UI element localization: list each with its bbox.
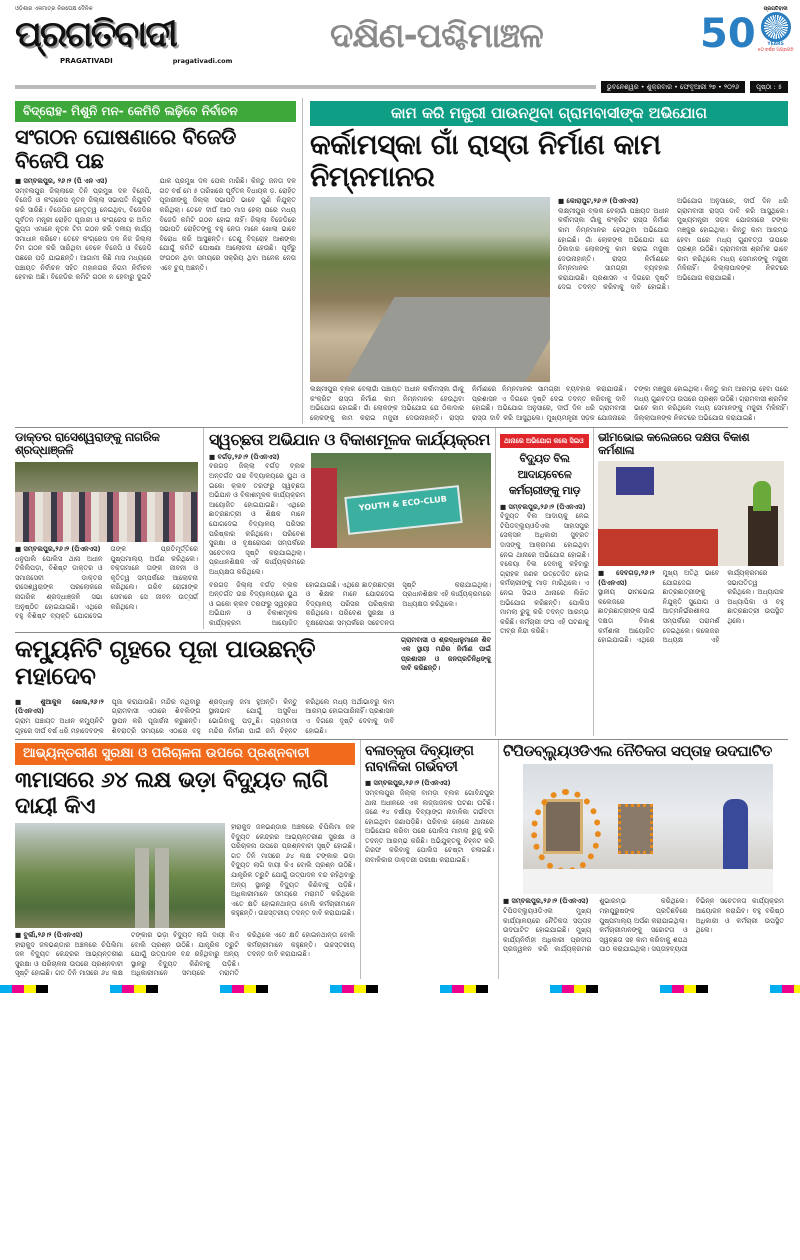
article-body [15, 177, 296, 283]
banner-text: YOUTH & ECO-CLUB [358, 494, 448, 513]
kicker: ବିଦ୍ରୋହ- ମିଶୁନି ମନ- କେମିତି ଲଢ଼ିବେ ନିର୍ବାଚନ [15, 101, 296, 122]
article-body-side [558, 197, 788, 382]
community-head [15, 633, 491, 695]
article-road [302, 98, 788, 424]
dateline: ■ ସମ୍ବଲପୁର,୨୬।୨ (ପିଏନଏସ) [500, 502, 586, 511]
speaker [753, 481, 771, 511]
body-text: ବରଗଡ଼ ଜିଲ୍ଲା ବର୍ଗଡ଼ ବ୍ଲକ ଅନ୍ତର୍ଗତ ଉଚ୍ଚ ବିଦ୍ୟାଳୟରେ ୟୁଥ ଓ ଇକୋ କ୍ଲବ ତରଫରୁ ସ୍ୱଚ୍ଛତା ଅଭିଯାନ ଓ ବିକାଶମୂଳକ କାର୍ଯ୍ୟକ୍ରମ ଆୟୋଜିତ ହୋଇଯାଇଛି। ଏଥିରେ ଛାତ୍ରଛାତ୍ରୀ ଓ ଶିକ୍ଷକ ମାନେ ଯୋଗଦେଇ ବିଦ୍ୟାଳୟ ପରିସର ପରିଷ୍କାର କରିଥିଲେ। ପରିବେଶ ସୁରକ୍ଷା ଓ ବୃକ୍ଷରୋପଣ ସମ୍ପର୍କରେ ସଚେତନତା ସୃଷ୍ଟି କରାଯାଇଥିଲା। ପ୍ରଧାନଶିକ୍ଷକ ଏହି କାର୍ଯ୍ୟକ୍ରମରେ ଅଧ୍ୟକ୍ଷତା କରିଥିଲେ। [209, 462, 305, 577]
article-body-lower [310, 385, 788, 423]
body-text: ବରଗଡ଼ ଜିଲ୍ଲା ବର୍ଗଡ଼ ବ୍ଲକ ଅନ୍ତର୍ଗତ ଉଚ୍ଚ ବିଦ୍ୟାଳୟରେ ୟୁଥ ଓ ଇକୋ କ୍ଲବ ତରଫରୁ ସ୍ୱଚ୍ଛତା ଅଭିଯାନ ଓ ବିକାଶମୂଳକ କାର୍ଯ୍ୟକ୍ରମ ଆୟୋଜିତ ହୋଇଯାଇଛି। ଏଥିରେ ଛାତ୍ରଛାତ୍ରୀ ଓ ଶିକ୍ଷକ ମାନେ ଯୋଗଦେଇ ବିଦ୍ୟାଳୟ ପରିସର ପରିଷ୍କାର କରିଥିଲେ। ପରିବେଶ ସୁରକ୍ଷା ଓ ବୃକ୍ଷରୋପଣ ସମ୍ପର୍କରେ ସଚେତନତା ସୃଷ୍ଟି କରାଯାଇଥିଲା। ପ୍ରଧାନଶିକ୍ଷକ ଏହି କାର୍ଯ୍ୟକ୍ରମରେ ଅଧ୍ୟକ୍ଷତା କରିଥିଲେ। [209, 580, 491, 627]
emblem-icon [761, 12, 791, 42]
headline: ଡାକ୍ତର ରାସେଶ୍ୱରାଙ୍କୁ ନାଗରିକ ଶ୍ରଦ୍ଧାଞ୍ଜଳି [15, 429, 160, 458]
road-media [310, 197, 788, 382]
students [311, 468, 337, 548]
podium [748, 506, 778, 566]
anniversary-logo [700, 6, 794, 62]
row-1 [15, 98, 788, 424]
ethics-week-photo [523, 764, 773, 894]
dateline: ■ ବୁର୍ଲା,୨୬।୨ (ପିଏନଏସ) [15, 930, 83, 939]
headline: ଭୀମଭୋଇ କଲେଜରେ ଦକ୍ଷତା ବିକାଶ କର୍ମଶାଳା [598, 429, 750, 457]
road-photo [310, 197, 550, 382]
stage-banner [616, 467, 654, 495]
body-text: ହୀରାକୁଦ ଜଳଭଣ୍ଡାର ଅଞ୍ଚଳରେ ଚିପିଲିମା ଜଳ ବିଦ୍ୟୁତ କେନ୍ଦ୍ରର ଆଭ୍ୟନ୍ତରୀଣ ସୁରକ୍ଷା ଓ ପରିଚାଳନା ଉପରେ ପ୍ରଶ୍ନବାଚୀ ସୃଷ୍ଟି ହୋଇଛି। ଗତ ତିନି ମାସରେ ୬୪ ଲକ୍ଷ ଟଙ୍କାର ଭଡ଼ା ବିଦ୍ୟୁତ ଲାଗି ଦାୟୀ କିଏ ବୋଲି ପ୍ରଶ୍ନ ଉଠିଛି। ଯାନ୍ତ୍ରିକ ତ୍ରୁଟି ଯୋଗୁଁ ଉତ୍ପାଦନ ବନ୍ଦ ରହିଥିବାରୁ ଅନ୍ୟ ସ୍ଥାନରୁ ବିଦ୍ୟୁତ କିଣିବାକୁ ପଡ଼ିଛି। ଅଧିକାରୀମାନେ ସମୟରେ ମରାମତି କରିଥିଲେ ଏତେ କ୍ଷତି ହୋଇନଥାନ୍ତା ବୋଲି କର୍ମଚାରୀମାନେ କହୁଛନ୍ତି। ଉଚ୍ଚସ୍ତରୀୟ ତଦନ୍ତ ଦାବି କରାଯାଇଛି। [231, 822, 355, 918]
headline-line-2: ନାବାଳିକା ଗର୍ଭବତୀ [365, 759, 458, 776]
masthead-rule [15, 85, 596, 89]
dateline: ■ ଦେବଗଡ଼,୨୬।୨ (ପିଏନଏସ) [598, 568, 655, 587]
website: pragativadi.com [172, 57, 233, 65]
headline: ଟିପିଡବ୍ଲ୍ୟୁଓଡିଏଲ ନୈତିକତା ସପ୍ତାହ ଉଦଘାଟିତ [503, 742, 772, 761]
article-body [209, 581, 491, 629]
body-text: ଟିପିଡବ୍ଲ୍ୟୁଓଡିଏଲ ମୁଖ୍ୟ କାର୍ଯ୍ୟାଳୟରେ ନୈତିକତା ସପ୍ତାହ ଉଦଘାଟିତ ହୋଇଯାଇଛି। ମୁଖ୍ୟ କାର୍ଯ୍ୟନିର୍ବାହୀ ଅଧିକାରୀ ପ୍ରଦୀପ ପ୍ରଜ୍ୱଳନ କରି କାର୍ଯ୍ୟକ୍ରମର ଶୁଭାରମ୍ଭ କରିଥିଲେ। ମହାପୁରୁଷଙ୍କ ପ୍ରତିଛବିରେ ପୁଷ୍ପମାଲ୍ୟ ଅର୍ପଣ କରାଯାଇଥିଲା। କର୍ମଚାରୀମାନଙ୍କୁ ସଚ୍ଚୋଟତା ଓ ସ୍ୱଚ୍ଛତା ସହ କାମ କରିବାକୁ ଶପଥ ପାଠ କରାଯାଇଥିଲା। ସପ୍ତାହବ୍ୟାପୀ ବିଭିନ୍ନ ସଚେତନତା କାର୍ଯ୍ୟକ୍ରମ ଆୟୋଜନ କରାଯିବ। ବହୁ ବରିଷ୍ଠ ଅଧିକାରୀ ଓ କର୍ମଚାରୀ ଉପସ୍ଥିତ ଥିଲେ। [503, 897, 784, 954]
lead-text: ଗ୍ରାମବାସୀ ଓ ଶ୍ରଦ୍ଧାଳୁମାନେ ଶିବ ଏକ ସ୍ଥାୟୀ ମନ୍ଦିର ନିର୍ମାଣ ପାଇଁ ପ୍ରଶାସନ ଓ ଜନପ୍ରତିନିଧିଙ୍କୁ ଦାବି କରିଛନ୍ତି। [401, 635, 491, 673]
crowd [15, 492, 198, 542]
article-body [503, 897, 784, 955]
headline: କମ୍ୟୁନିଟି ଗୃହରେ ପୂଜା ପାଉଛନ୍ତି ମହାଦେବ [15, 634, 316, 691]
newspaper-logo: ପ୍ରଗତିବାଦୀ [15, 14, 176, 55]
body-text: ଲକ୍ଷ୍ମୀପୁର ବ୍ଲକ ବେଲାଗାଁ ପଞ୍ଚାୟତ ଅଧୀନ କର୍କାମସ୍କା ଗାଁକୁ କଂକ୍ରିଟ ରାସ୍ତା ନିର୍ମାଣ କାମ ନିମ୍ନମାନର ହେଉଥିବା ଅଭିଯୋଗ ହୋଇଛି। ଗାଁ ଲୋକଙ୍କ ଅଭିଯୋଗ ଯେ ଠିକାଦାର ଲୋକଙ୍କୁ କାମ କରାଇ ମଜୁରୀ ଦେଉନାହାନ୍ତି। ରାସ୍ତା ନିର୍ମାଣରେ ନିମ୍ନମାନର ସାମଗ୍ରୀ ବ୍ୟବହାର କରାଯାଉଛି। ପ୍ରଶାସନ ଏ ଦିଗରେ ଦୃଷ୍ଟି ଦେଇ ତଦନ୍ତ କରିବାକୁ ଦାବି ହୋଇଛି। ଅଭିଯୋଗ ଅନୁସାରେ, ଦୀର୍ଘ ଦିନ ଧରି ଗ୍ରାମବାସୀ ରାସ୍ତା ଦାବି କରି ଆସୁଥିଲେ। ମୁଖ୍ୟମନ୍ତ୍ରୀ ସଡ଼କ ଯୋଜନାରେ ଟଙ୍କା ମଞ୍ଜୁର ହୋଇଥିଲା। କିନ୍ତୁ କାମ ଆରମ୍ଭ ହେବା ପରେ ମଧ୍ୟ ଗୁଣବତ୍ତା ଉପରେ ପ୍ରଶ୍ନ ଉଠିଛି। ଗ୍ରାମବାସୀ ଶ୍ରମିକ ଭାବେ କାମ କରିଥିଲେ ମଧ୍ୟ ସେମାନଙ୍କୁ ମଜୁରୀ ମିଳିନାହିଁ। ଜିଲ୍ଲାପାଳଙ୍କ ନିକଟରେ ଅଭିଯୋଗ କରାଯାଇଛି। [558, 197, 788, 292]
workshop-photo [598, 461, 784, 566]
article-bjd [15, 98, 302, 424]
article-doctor [15, 428, 203, 629]
dateline: ■ ସମ୍ବଲପୁର, ୨୬।୨ (ପି ଏନ ଏସ) [15, 177, 108, 186]
headline-line-1: ବଳାତ୍କୃତା ଦିବ୍ୟାଙ୍ଗ [365, 743, 474, 760]
kicker: ଥାନାରେ ଅଭିଯୋଗ କଲେ ସିଇଓ [500, 434, 589, 448]
swachhata-media [209, 453, 491, 578]
dam-photo [15, 823, 225, 928]
body-text: ହୀରାକୁଦ ଜଳଭଣ୍ଡାର ଅଞ୍ଚଳରେ ଚିପିଲିମା ଜଳ ବିଦ୍ୟୁତ କେନ୍ଦ୍ରର ଆଭ୍ୟନ୍ତରୀଣ ସୁରକ୍ଷା ଓ ପରିଚାଳନା ଉପରେ ପ୍ରଶ୍ନବାଚୀ ସୃଷ୍ଟି ହୋଇଛି। ଗତ ତିନି ମାସରେ ୬୪ ଲକ୍ଷ ଟଙ୍କାର ଭଡ଼ା ବିଦ୍ୟୁତ ଲାଗି ଦାୟୀ କିଏ ବୋଲି ପ୍ରଶ୍ନ ଉଠିଛି। ଯାନ୍ତ୍ରିକ ତ୍ରୁଟି ଯୋଗୁଁ ଉତ୍ପାଦନ ବନ୍ଦ ରହିଥିବାରୁ ଅନ୍ୟ ସ୍ଥାନରୁ ବିଦ୍ୟୁତ କିଣିବାକୁ ପଡ଼ିଛି। ଅଧିକାରୀମାନେ ସମୟରେ ମରାମତି କରିଥିଲେ ଏତେ କ୍ଷତି ହୋଇନଥାନ୍ତା ବୋଲି କର୍ମଚାରୀମାନେ କହୁଛନ୍ତି। ଉଚ୍ଚସ୍ତରୀୟ ତଦନ୍ତ ଦାବି କରାଯାଇଛି। [15, 930, 355, 978]
anniversary-side [756, 6, 794, 53]
kicker: ଆଭ୍ୟନ୍ତରୀଣ ସୁରକ୍ଷା ଓ ପରିଚାଳନା ଉପରେ ପ୍ରଶ୍ନବାଚୀ [15, 743, 355, 765]
logo-sub [15, 57, 315, 65]
article-community [15, 633, 491, 737]
kicker: କାମ କରି ମଜୁରୀ ପାଉନଥିବା ଗ୍ରାମବାସୀଙ୍କ ଅଭିଯୋଗ [310, 101, 788, 126]
dateline: ■ ଶୁଆକୁଳ ଖୋଲ,୨୬।୨ (ପିଏନଏସ) [15, 697, 104, 716]
article-minor [360, 740, 498, 979]
registration-marks [0, 985, 800, 993]
article-swachhata [203, 428, 491, 629]
date-bar: ଭୁବନେଶ୍ୱର • ଶୁକ୍ରବାର • ଫେବୃଆରୀ ୨୭ • ୨୦୨୬ [601, 81, 745, 93]
section-title: ଦକ୍ଷିଣ-ପଶ୍ଚିମାଞ୍ଚଳ [330, 16, 543, 56]
article-college [593, 428, 788, 737]
table [598, 529, 718, 566]
penstock [155, 848, 169, 928]
body-text: ସ୍ଥାନୀୟ ଭୀମଭୋଇ କଲେଜରେ ଛାତ୍ରଛାତ୍ରୀଙ୍କ ପାଇଁ ଦକ୍ଷତା ବିକାଶ କର୍ମଶାଳା ଆୟୋଜିତ ହୋଇଯାଇଛି। ଏଥିରେ ମୁଖ୍ୟ ଅତିଥି ଭାବେ ଯୋଗଦେଇ ଛାତ୍ରଛାତ୍ରୀଙ୍କୁ ନିଯୁକ୍ତି ସୁଯୋଗ ଓ ଆତ୍ମନିର୍ଭରଶୀଳତା ସମ୍ପର୍କରେ ପରାମର୍ଶ ଦେଇଥିଲେ। କଲେଜର ଅଧ୍ୟକ୍ଷ ଏହି କାର୍ଯ୍ୟକ୍ରମରେ ସଭାପତିତ୍ୱ କରିଥିଲେ। ଅଧ୍ୟାପକ ଅଧ୍ୟାପିକା ଓ ବହୁ ଛାତ୍ରଛାତ୍ରୀ ଉପସ୍ଥିତ ଥିଲେ। [598, 568, 784, 645]
headline: ୩ମାସରେ ୬୪ ଲକ୍ଷ ଭଡ଼ା ବିଦ୍ୟୁତ ଲାଗି ଦାୟୀ କିଏ [15, 768, 328, 819]
logo-latin: PRAGATIVADI [60, 57, 113, 65]
anniversary-brand: ପ୍ରଗତିବାଦୀ [763, 6, 788, 12]
electricity-media [15, 823, 355, 928]
body-text: ସମ୍ବଲପୁର ଜିଲ୍ଲାରେ ତିନି ପ୍ରମୁଖ ଦଳ ବିଜେପି, ବିଜେଡି ଓ କଂଗ୍ରେସ ନୂତନ ଜିଲ୍ଲା ସଭାପତି ନିଯୁକ୍ତି କରି ସାରିଛି। ବିଜେପିର ନେତୃତ୍ୱ ନେଇଥିବା, ବିଜେଡିର ପୂର୍ବତନ ମନ୍ତ୍ରୀ ରୋହିତ ପୂଜାରୀ ଓ କଂଗ୍ରେସ ର ଅମିତ ଗୁପ୍ତା ଏମାନେ ନୂତନ ଟିମ ଗଠନ କରି ଦଳୀୟ କାର୍ଯ୍ୟ ସମାଧାନ କରିବେ। ତେବେ କଂଗ୍ରେସ ଦଳ ନିଜ ଜିଲ୍ଲା ଟିମ ଗଠନ କରି ସାରିଥିବା ବେଳେ ବିଜେପି ଓ ବିଜେଡି ପଛରେ ପଡ଼ି ଯାଇଛନ୍ତି। ଆଗାମୀ କିଛି ମାସ ମଧ୍ୟରେ ପଞ୍ଚାୟତ ନିର୍ବାଚନ ସହିତ ମହାନଗର ନିଗମ ନିର୍ବାଚନ ହେବାର ଅଛି। ବିଜେଡିର କମିଟି ଗଠନ ନ ହେବାରୁ ଦୁଇଟି ଯାକ ପ୍ରମୁଖ ଦଳ ପେଲ ମାରିଛି। କିନ୍ତୁ ଜନତା ଦଳ ଗତ ବର୍ଷ ମେ ୫ ତାରିଖରେ ପୂର୍ବତନ ବିଧାୟକ ଡ଼. ରୋହିତ ପୂଜାରୀଙ୍କୁ ଜିଲ୍ଲା ସଭାପତି ଭାବେ ପୁଣି ନିଯୁକ୍ତ କରିଥିଲା। ତେବେ ଦୀର୍ଘ ଆଠ ମାସ ହେଲା ପରେ ମଧ୍ୟ ବିଜେଡି କମିଟି ଗଠନ ହୋଇ ନାହିଁ। ଜିଲ୍ଲା ବିଜେଡିରେ ସଭାପତି ରୋହିତଙ୍କୁ ବହୁ ନେତା ମାନେ ଖୋଲା ଭାବେ ବିରୋଧ କରି ଆସୁଛନ୍ତି। ତେଣୁ ବିଦ୍ରୋହ ଆଶଙ୍କା ଯୋଗୁଁ କମିଟି ଘୋଷଣା ଆଲୋଚନା ହେଉଛି। ପୂର୍ବରୁ ସଂଗଠନ ଥିବା ସମୟରେ ସକ୍ରିୟ ଥିବା ଅନେକ ନେତା ଏବେ ଚୁପ୍ ଅଛନ୍ତି। [15, 177, 296, 282]
table [523, 869, 773, 894]
body-text: ଲକ୍ଷ୍ମୀପୁର ବ୍ଲକ ବେଲାଗାଁ ପଞ୍ଚାୟତ ଅଧୀନ କର୍କାମସ୍କା ଗାଁକୁ କଂକ୍ରିଟ ରାସ୍ତା ନିର୍ମାଣ କାମ ନିମ୍ନମାନର ହେଉଥିବା ଅଭିଯୋଗ ହୋଇଛି। ଗାଁ ଲୋକଙ୍କ ଅଭିଯୋଗ ଯେ ଠିକାଦାର ଲୋକଙ୍କୁ କାମ କରାଇ ମଜୁରୀ ଦେଉନାହାନ୍ତି। ରାସ୍ତା ନିର୍ମାଣରେ ନିମ୍ନମାନର ସାମଗ୍ରୀ ବ୍ୟବହାର କରାଯାଉଛି। ପ୍ରଶାସନ ଏ ଦିଗରେ ଦୃଷ୍ଟି ଦେଇ ତଦନ୍ତ କରିବାକୁ ଦାବି ହୋଇଛି। ଅଭିଯୋଗ ଅନୁସାରେ, ଦୀର୍ଘ ଦିନ ଧରି ଗ୍ରାମବାସୀ ରାସ୍ତା ଦାବି କରି ଆସୁଥିଲେ। ମୁଖ୍ୟମନ୍ତ୍ରୀ ସଡ଼କ ଯୋଜନାରେ ଟଙ୍କା ମଞ୍ଜୁର ହୋଇଥିଲା। କିନ୍ତୁ କାମ ଆରମ୍ଭ ହେବା ପରେ ମଧ୍ୟ ଗୁଣବତ୍ତା ଉପରେ ପ୍ରଶ୍ନ ଉଠିଛି। ଗ୍ରାମବାସୀ ଶ୍ରମିକ ଭାବେ କାମ କରିଥିଲେ ମଧ୍ୟ ସେମାନଙ୍କୁ ମଜୁରୀ ମିଳିନାହିଁ। ଜିଲ୍ଲାପାଳଙ୍କ ନିକଟରେ ଅଭିଯୋଗ କରାଯାଇଛି। [310, 385, 788, 422]
article-body-side [231, 823, 355, 928]
row-3 [15, 740, 788, 979]
row-2 [15, 428, 788, 737]
row-2-left [15, 428, 495, 737]
headline: ବିଦ୍ୟୁତ ବିଲ ଆଦାୟବେଳେ କର୍ମଚାରୀଙ୍କୁ ମାଡ଼ [508, 451, 581, 497]
flower-garland [531, 789, 601, 874]
article-bill [495, 428, 593, 737]
article-body [15, 545, 198, 622]
anniversary-label: YEARS [767, 42, 784, 47]
dateline: ■ ବର୍ଗଡ଼,୨୬।୨ (ପିଏନଏସ) [209, 452, 280, 461]
headline: କର୍କାମସ୍କା ଗାଁ ରାସ୍ତା ନିର୍ମାଣ କାମ ନିମ୍ନମାନର [310, 127, 661, 193]
article-electricity [15, 740, 360, 979]
portrait-frame [618, 804, 653, 854]
eco-club-banner [344, 485, 462, 535]
article-body-left [209, 453, 305, 578]
dateline: ■ କୋରାପୁଟ,୨୬।୨ (ପିଏନଏସ) [558, 197, 639, 206]
logo-block [15, 6, 315, 65]
headline: ସ୍ୱଚ୍ଛତା ଅଭିଯାନ ଓ ବିକାଶମୂଳକ କାର୍ଯ୍ୟକ୍ରମ [209, 429, 491, 449]
dateline: ■ ସମ୍ବଲପୁର,୨୬।୨ (ପିଏନଏସ) [503, 897, 589, 906]
body-text: ଧନୁପାଲି ପୋଲିସ ଥାନା ଅଧୀନ ଟିକିଲିପଡ଼ା, ବିଶିଷ୍ଟ ଡାକ୍ତର ଓ ସମାଜସେବୀ ଡାକ୍ତର ରାସେଶ୍ୱରାଙ୍କ ପରଲୋକରେ ନାଗରିକ ଶ୍ରଦ୍ଧାଞ୍ଜଳି ସଭା ଅନୁଷ୍ଠିତ ହୋଇଯାଇଛି। ଏଥିରେ ବହୁ ବିଶିଷ୍ଟ ବ୍ୟକ୍ତି ଯୋଗଦେଇ ତାଙ୍କ ପ୍ରତିମୂର୍ତ୍ତିରେ ପୁଷ୍ପମାଲ୍ୟ ଅର୍ପଣ କରିଥିଲେ। ବକ୍ତାମାନେ ତାଙ୍କ ଜୀବନୀ ଓ କୃତିତ୍ୱ ସମ୍ପର୍କରେ ଆଲୋଚନା କରିଥିଲେ। ଗରିବ ରୋଗୀଙ୍କ ସେବାରେ ସେ ଜୀବନ ଉତ୍ସର୍ଗ କରିଥିଲେ। [15, 545, 198, 621]
masthead-bar [15, 80, 788, 94]
dateline: ■ ସମ୍ବଲପୁର,୨୬।୨ (ପିଏନଏସ) [15, 545, 101, 554]
dateline: ■ ସମ୍ବଲପୁର,୨୬।୨ (ପିଏନଏସ) [365, 779, 451, 788]
eco-club-photo [311, 453, 491, 548]
body-text: ଗ୍ରାମ ପଞ୍ଚାୟତ ଅଧୀନ କମ୍ୟୁନିଟି ଗୃହରେ ଦୀର୍ଘ ବର୍ଷ ଧରି ମହାଦେବଙ୍କ ପୂଜା କରାଯାଉଛି। ମନ୍ଦିର ନଥିବାରୁ ଗ୍ରାମବାସୀ ଏଠାରେ ଶିବଲିଙ୍ଗ ସ୍ଥାପନ କରି ପୂଜାର୍ଚ୍ଚନା କରୁଛନ୍ତି। ଶିବରାତ୍ରି ସମୟରେ ଏଠାରେ ବହୁ ଶ୍ରଦ୍ଧାଳୁ ଜମା ହୁଅନ୍ତି। କିନ୍ତୁ ସ୍ଥାନାଭାବ ଯୋଗୁଁ ଅସୁବିଧା ଭୋଗିବାକୁ ପଡ଼ୁଛି। ଗ୍ରାମବାସୀ ମନ୍ଦିର ନିର୍ମାଣ ପାଇଁ ଜମି ଚିହ୍ନଟ କରିଥିଲେ ମଧ୍ୟ ଅର୍ଥାଭାବରୁ କାମ ଆରମ୍ଭ ହୋଇପାରିନାହିଁ। ପ୍ରଶାସନ ଏ ଦିଗରେ ଦୃଷ୍ଟି ଦେବାକୁ ଦାବି ହୋଇଛି। [15, 697, 395, 735]
article-body [598, 569, 784, 646]
body-text: ବିଦ୍ୟୁତ ବିଲ ଆଦାୟକୁ ନେଇ ଟିପିଡବ୍ଲ୍ୟୁଓଡିଏଲ ସାହାସପୁର ସେକ୍ସନ ଅଧିକାରୀ ସୁବ୍ରତ ଦାସଙ୍କୁ ଆକ୍ରମଣ ହୋଇଥିବା ନେଇ ଥାନାରେ ଅଭିଯୋଗ ହୋଇଛି। ବକେୟା ବିଲ ଦେବାକୁ କହିବାରୁ ଗ୍ରାହକ ଜଣକ ଉତ୍ତେଜିତ ହୋଇ କର୍ମଚାରୀଙ୍କୁ ମାଡ଼ ମାରିଥିଲେ। ଏ ନେଇ ସିଇଓ ଥାନାରେ ଲିଖିତ ଅଭିଯୋଗ କରିଛନ୍ତି। ପୋଲିସ ମାମଲା ରୁଜୁ କରି ତଦନ୍ତ ଆରମ୍ଭ କରିଛି। କର୍ମଚାରୀ ସଂଘ ଏହି ଘଟଣାକୁ ତୀବ୍ର ନିନ୍ଦା କରିଛି। [500, 512, 589, 636]
anniversary-slogan: ୫୦ ବର୍ଷର ଅଗ୍ରଗତି [757, 48, 794, 53]
body-text: ସମ୍ବଲପୁର ଜିଲ୍ଲା ବାମଡ଼ା ବ୍ଲକ ଗୋବିନ୍ଦପୁର ଥାନା ଅଧୀନରେ ଏକ ଲଜ୍ଜାଜନକ ଘଟଣା ଘଟିଛି। ଜଣେ ୧୪ ବର୍ଷୀୟା ଦିବ୍ୟାଙ୍ଗ ନାବାଳିକା ଗର୍ଭବତୀ ହୋଇଥିବା ଜଣାପଡ଼ିଛି। ପରିବାର ଲୋକେ ଥାନାରେ ଅଭିଯୋଗ କରିବା ପରେ ପୋଲିସ ମାମଲା ରୁଜୁ କରି ତଦନ୍ତ ଆରମ୍ଭ କରିଛି। ଅଭିଯୁକ୍ତକୁ ଚିହ୍ନଟ କରି ଗିରଫ କରିବାକୁ ପୋଲିସ ଚେଷ୍ଟା ଚଳାଇଛି। ନାବାଳିକାର ଡାକ୍ତରୀ ପରୀକ୍ଷା କରାଯାଇଛି। [365, 788, 494, 865]
row-2-top [15, 428, 491, 629]
masthead-tagline: ଓଡ଼ିଶାର ଏକମାତ୍ର ନିରପେକ୍ଷ ଦୈନିକ [15, 6, 93, 12]
article-ethics [498, 740, 788, 979]
tribute-photo [15, 462, 198, 542]
article-body [500, 503, 589, 637]
article-body [15, 698, 491, 736]
penstock [135, 848, 149, 928]
headline: ସଂଗଠନ ଘୋଷଣାରେ ବିଜେଡି ବିଜେପି ପଛ [15, 125, 236, 174]
article-body [365, 779, 494, 865]
page-number: ପୃଷ୍ଠା : ୫ [750, 81, 788, 93]
road-surface [345, 297, 550, 382]
anniversary-number: 50 [700, 11, 756, 57]
article-body [15, 931, 355, 979]
masthead [15, 0, 794, 80]
